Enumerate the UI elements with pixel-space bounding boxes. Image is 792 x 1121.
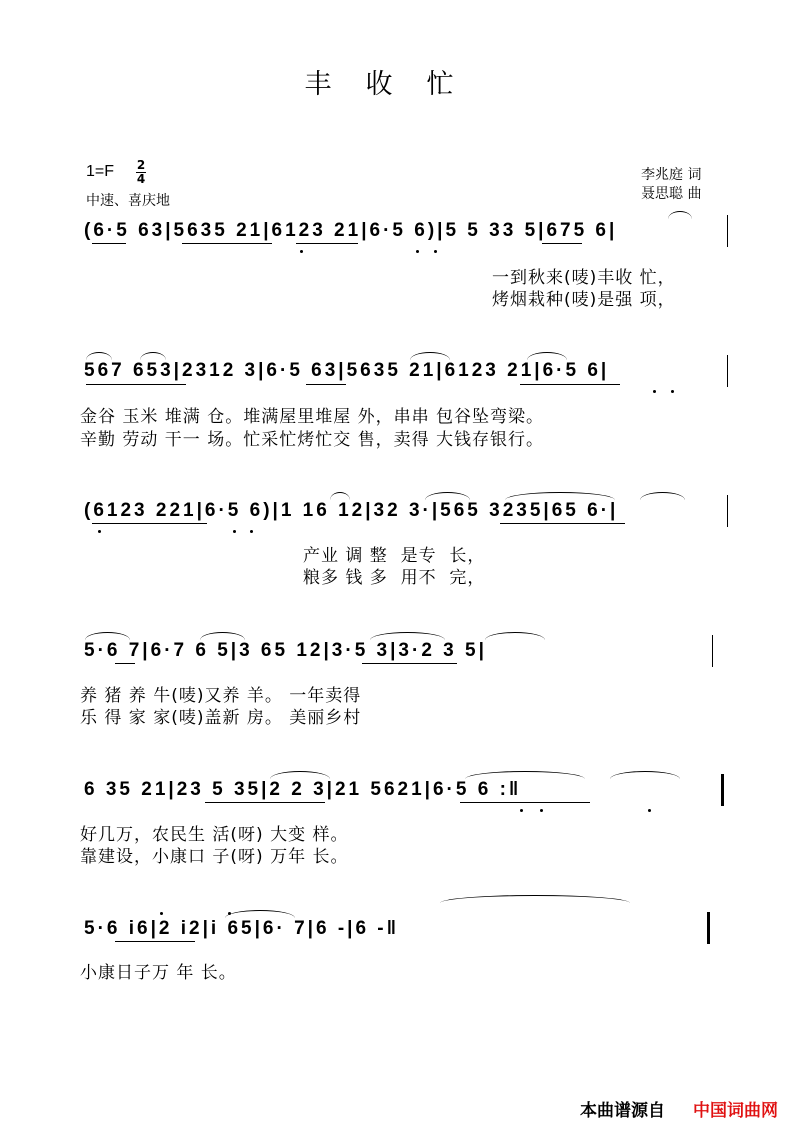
octave-dot	[300, 250, 303, 253]
octave-dot	[98, 530, 101, 533]
slur-mark	[225, 910, 295, 918]
barline	[727, 495, 728, 527]
beam-underline	[306, 384, 346, 385]
lyric-row-3-verse-1: 产业 调 整 是专 长，	[303, 546, 486, 566]
lyric-row-5-verse-2: 靠建设，小康口 子(呀) 万年 长。	[80, 847, 349, 867]
final-barline	[707, 912, 710, 944]
octave-dot	[250, 530, 253, 533]
slur-mark	[527, 352, 567, 360]
slur-mark	[370, 632, 445, 640]
notation-row-5: 6 35 21|23 5 35|2 2 3|21 5621|6·5 6 :‖	[84, 779, 522, 800]
slur-mark	[485, 632, 545, 640]
tempo-marking: 中速、喜庆地	[86, 193, 170, 209]
notation-row-3: (6123 221|6·5 6)|1 16 12|32 3·|565 3235|65 6·|	[84, 500, 619, 521]
slur-mark	[640, 492, 685, 500]
beam-underline	[92, 523, 207, 524]
slur-mark	[270, 771, 330, 779]
slur-mark	[140, 352, 166, 360]
octave-dot	[648, 809, 651, 812]
lyric-row-5-verse-1: 好几万，农民生 活(呀) 大变 样。	[80, 825, 349, 845]
beam-underline	[115, 663, 135, 664]
beam-underline	[86, 384, 186, 385]
lyric-row-6-verse-1: 小康日子万 年 长。	[80, 963, 237, 983]
slur-mark	[668, 211, 692, 219]
beam-underline	[92, 243, 126, 244]
beam-underline	[542, 243, 582, 244]
notation-row-4: 5·6 7|6·7 6 5|3 65 12|3·5 3|3·2 3 5|	[84, 640, 487, 661]
octave-dot	[160, 912, 163, 915]
barline	[727, 215, 728, 247]
slur-mark	[330, 492, 350, 500]
notation-row-1: (6·5 63|5635 21|6123 21|6·5 6)|5 5 33 5|675 6|	[84, 220, 618, 241]
footer-site-name[interactable]: 中国词曲网	[693, 1101, 778, 1121]
slur-mark	[505, 492, 615, 500]
beam-underline	[460, 802, 590, 803]
key-signature: 1=F	[86, 163, 115, 180]
footer-source-label: 本曲谱源自	[580, 1101, 665, 1121]
slur-mark	[425, 492, 470, 500]
slur-mark	[200, 632, 245, 640]
beam-underline	[182, 243, 272, 244]
lyric-row-3-verse-2: 粮多 钱 多 用不 完，	[303, 568, 486, 588]
beam-underline	[500, 523, 625, 524]
beam-underline	[296, 243, 358, 244]
octave-dot	[233, 530, 236, 533]
slur-mark	[410, 352, 450, 360]
lyric-row-2-verse-2: 辛勤 劳动 干一 场。忙采忙烤忙交 售，卖得 大钱存银行。	[80, 430, 545, 450]
time-signature-top: 2	[136, 158, 146, 172]
octave-dot	[228, 912, 231, 915]
slur-mark	[610, 771, 680, 779]
lyric-row-1-verse-2: 烤烟栽种(唛)是强 项，	[492, 290, 676, 310]
beam-underline	[115, 941, 195, 942]
notation-row-2: 567 653|2312 3|6·5 63|5635 21|6123 21|6·5 6|	[84, 360, 610, 381]
octave-dot	[520, 809, 523, 812]
lyric-row-4-verse-2: 乐 得 家 家(唛)盖新 房。 美丽乡村	[80, 708, 362, 728]
time-signature	[135, 159, 147, 186]
slur-mark	[465, 771, 585, 779]
beam-underline	[205, 802, 325, 803]
composer-credit: 聂思聪 曲	[641, 186, 702, 202]
lyric-row-1-verse-1: 一到秋来(唛)丰收 忙，	[492, 268, 676, 288]
notation-row-6: 5·6 i6|2 i2|i 65|6· 7|6 -|6 -‖	[84, 918, 400, 939]
beam-underline	[362, 663, 457, 664]
lyric-row-2-verse-1: 金谷 玉米 堆满 仓。堆满屋里堆屋 外，串串 包谷坠弯梁。	[80, 407, 545, 427]
octave-dot	[434, 250, 437, 253]
tie-mark	[440, 895, 630, 903]
slur-mark	[85, 632, 130, 640]
barline	[712, 635, 713, 667]
time-signature-bottom: 4	[136, 172, 146, 186]
octave-dot	[653, 390, 656, 393]
octave-dot	[416, 250, 419, 253]
page-title: 丰收忙	[304, 69, 488, 100]
final-barline	[721, 774, 724, 806]
lyricist-credit: 李兆庭 词	[641, 167, 702, 183]
octave-dot	[540, 809, 543, 812]
beam-underline	[520, 384, 620, 385]
slur-mark	[86, 352, 112, 360]
barline	[727, 355, 728, 387]
lyric-row-4-verse-1: 养 猪 养 牛(唛)又养 羊。 一年卖得	[80, 686, 362, 706]
octave-dot	[671, 390, 674, 393]
